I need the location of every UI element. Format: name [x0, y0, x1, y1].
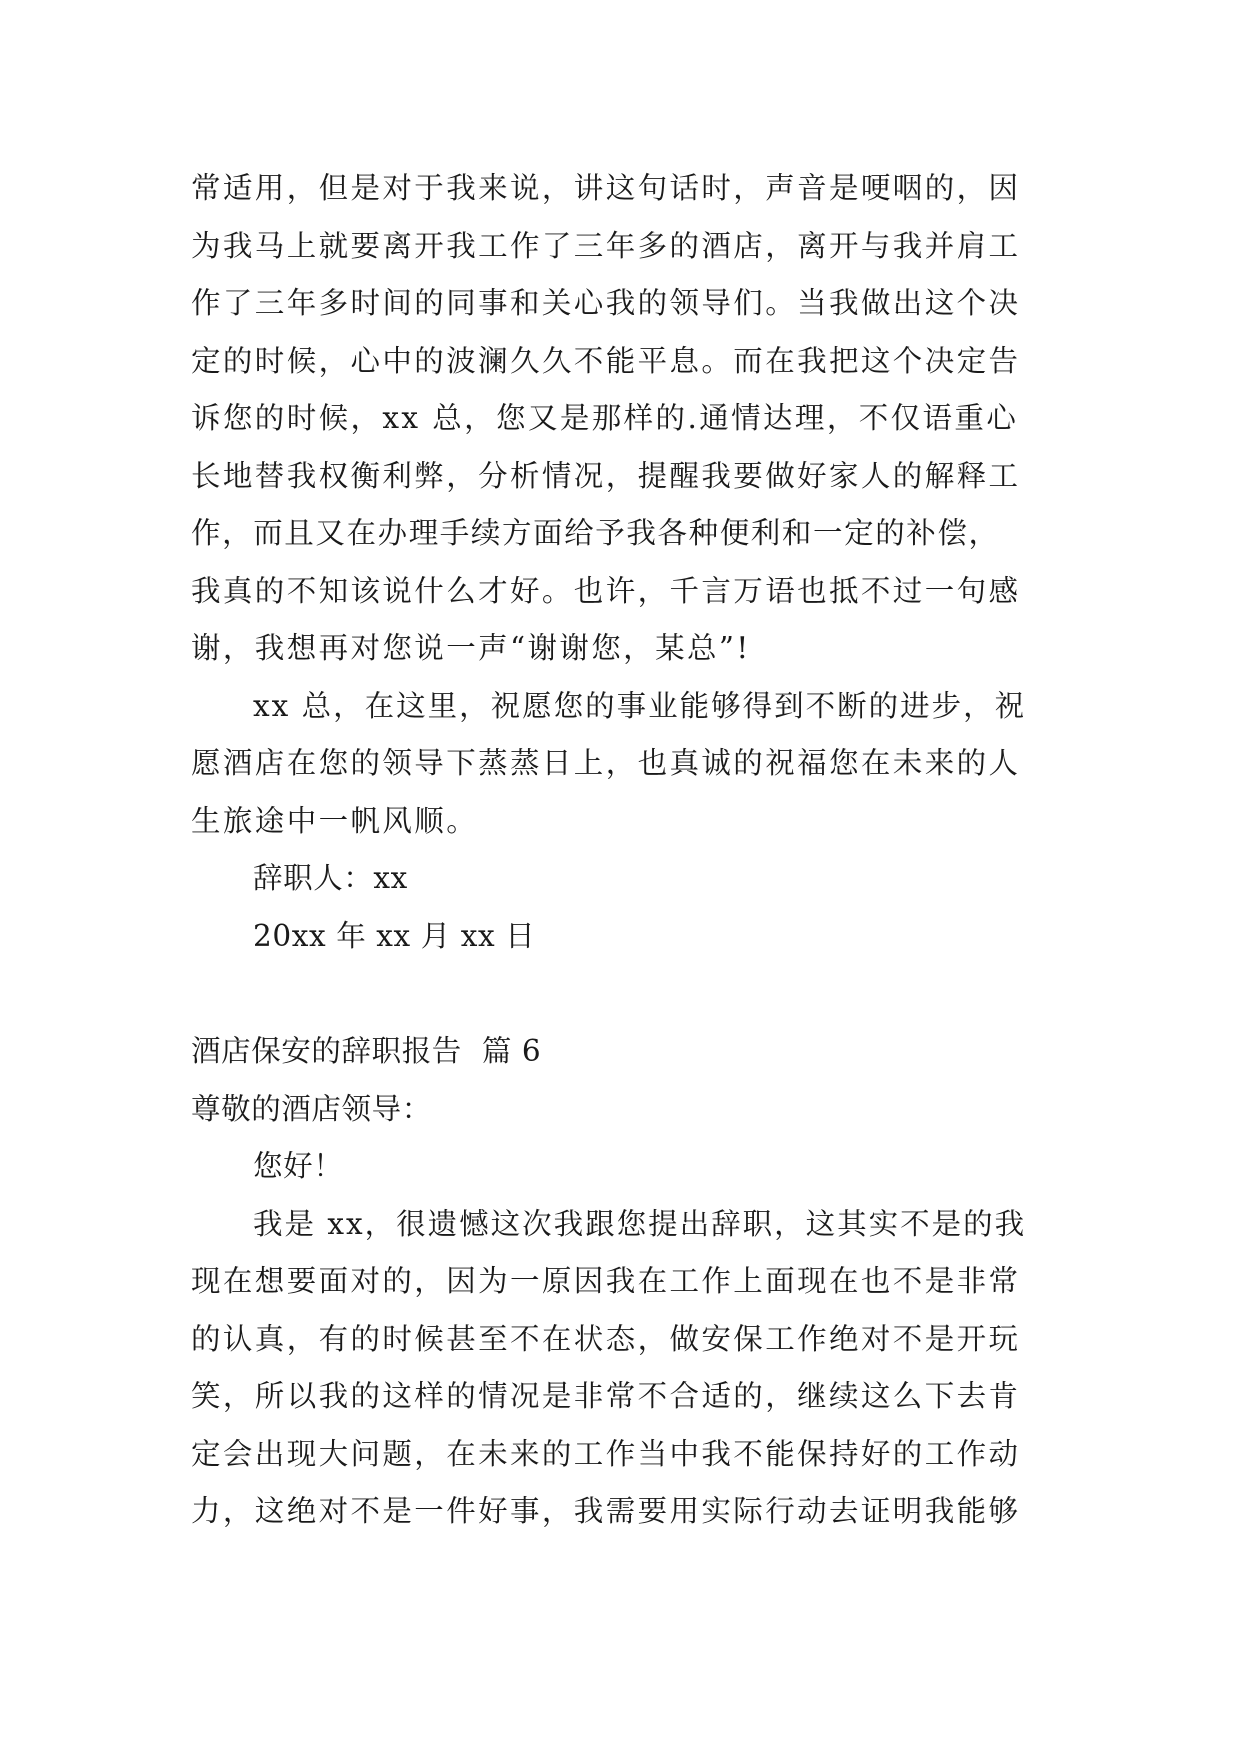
greeting: 您好！: [253, 1149, 344, 1183]
text-line: 谢，我想再对您说一声“谢谢您，某总”!: [191, 631, 751, 665]
text-line: 现在想要面对的，因为一原因我在工作上面现在也不是非常: [191, 1264, 1021, 1298]
text-line: 作，而且又在办理手续方面给予我各种便利和一定的补偿，: [191, 516, 1000, 550]
text-line: 生旅途中一帆风顺。: [191, 803, 479, 838]
document-body: [191, 160, 1061, 1541]
text-line: 为我马上就要离开我工作了三年多的酒店，离开与我并肩工: [191, 228, 1021, 263]
text-line: 我真的不知该说什么才好。也许，千言万语也抵不过一句感: [191, 573, 1021, 608]
text-line: 常适用，但是对于我来说，讲这句话时，声音是哽咽的，因: [191, 171, 1021, 205]
text-line: 愿酒店在您的领导下蒸蒸日上，也真诚的祝福您在未来的人: [191, 746, 1021, 780]
date-line: 20xx 年 xx 月 xx 日: [253, 918, 536, 953]
text-line: xx 总，在这里，祝愿您的事业能够得到不断的进步，祝: [253, 688, 1027, 723]
text-line: 定会出现大问题，在未来的工作当中我不能保持好的工作动: [191, 1436, 1021, 1471]
text-line: 我是 xx，很遗憾这次我跟您提出辞职，这其实不是的我: [253, 1206, 1027, 1241]
signature-line: 辞职人：xx: [253, 861, 408, 895]
resignation-paragraph: [191, 1196, 1061, 1541]
text-line: 定的时候，心中的波澜久久不能平息。而在我把这个决定告: [191, 343, 1021, 378]
text-line: 作了三年多时间的同事和关心我的领导们。当我做出这个决: [191, 286, 1021, 320]
text-line: 长地替我权衡利弊，分析情况，提醒我要做好家人的解释工: [191, 458, 1021, 493]
text-line: 力，这绝对不是一件好事，我需要用实际行动去证明我能够: [191, 1494, 1021, 1528]
text-line: 笑，所以我的这样的情况是非常不合适的，继续这么下去肯: [191, 1379, 1021, 1413]
section-title: 酒店保安的辞职报告 篇 6: [191, 1034, 542, 1068]
text-line: 诉您的时候，xx 总，您又是那样的.通情达理，不仅语重心: [191, 401, 1019, 435]
letter-paragraph: [191, 160, 1061, 678]
wishes-paragraph: [191, 678, 1061, 851]
salutation: 尊敬的酒店领导：: [191, 1091, 432, 1126]
text-line: 的认真，有的时候甚至不在状态，做安保工作绝对不是开玩: [191, 1321, 1021, 1356]
